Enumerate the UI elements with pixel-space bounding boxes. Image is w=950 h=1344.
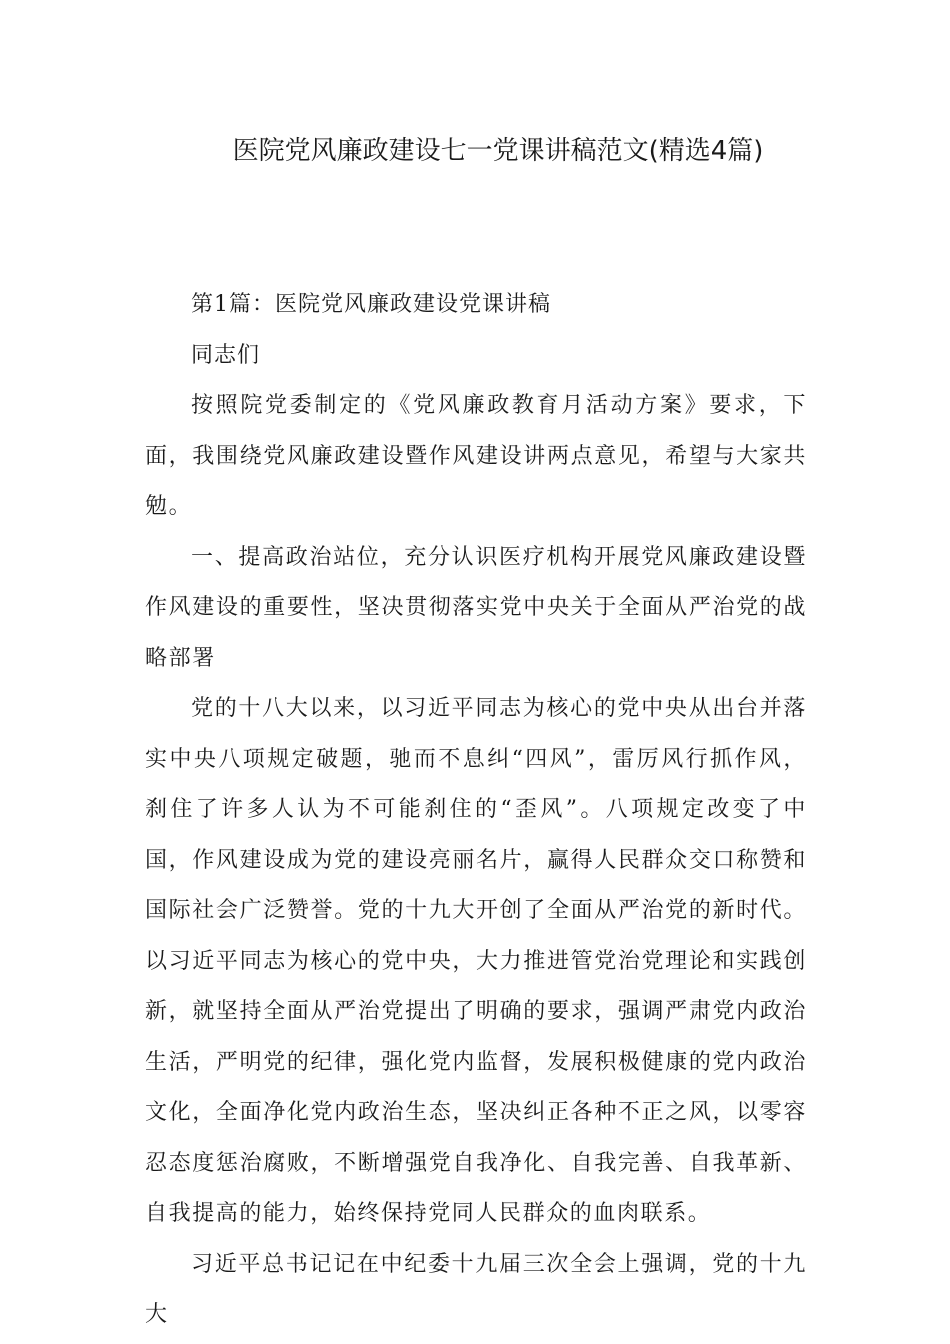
paragraph: 习近平总书记记在中纪委十九届三次全会上强调，党的十九大 [145, 1251, 807, 1327]
document-body [145, 280, 807, 1341]
paragraph: 按照院党委制定的《党风廉政教育月活动方案》要求，下面，我围绕党风廉政建设暨作风建设讲两点意见，希望与大家共勉。 [145, 393, 807, 519]
paragraph: 一、提高政治站位，充分认识医疗机构开展党风廉政建设暨作风建设的重要性，坚决贯彻落实党中央关于全面从严治党的战略部署 [145, 544, 807, 671]
paragraph: 党的十八大以来，以习近平同志为核心的党中央从出台并落实中央八项规定破题，驰而不息纠“四风”，雷厉风行抓作风，刹住了许多人认为不可能刹住的“歪风”。八项规定改变了中国，作风建设成为党的建设亮丽名片，赢得人民群众交口称赞和国际社会广泛赞誉。党的十九大开创了全面从严治党的新时代。以习近平同志为核心的党中央，大力推进管党治党理论和实践创新，就坚持全面从严治党提出了明确的要求，强调严肃党内政治生活，严明党的纪律，强化党内监督，发展积极健康的党内政治文化，全面净化党内政治生态，坚决纠正各种不正之风，以零容忍态度惩治腐败，不断增强党自我净化、自我完善、自我革新、自我提高的能力，始终保持党同人民群众的血肉联系。 [145, 696, 807, 1226]
document-title: 医院党风廉政建设七一党课讲稿范文(精选4篇) [232, 136, 764, 166]
section-heading: 第1篇：医院党风廉政建设党课讲稿 [191, 292, 551, 317]
salutation: 同志们 [191, 342, 261, 368]
